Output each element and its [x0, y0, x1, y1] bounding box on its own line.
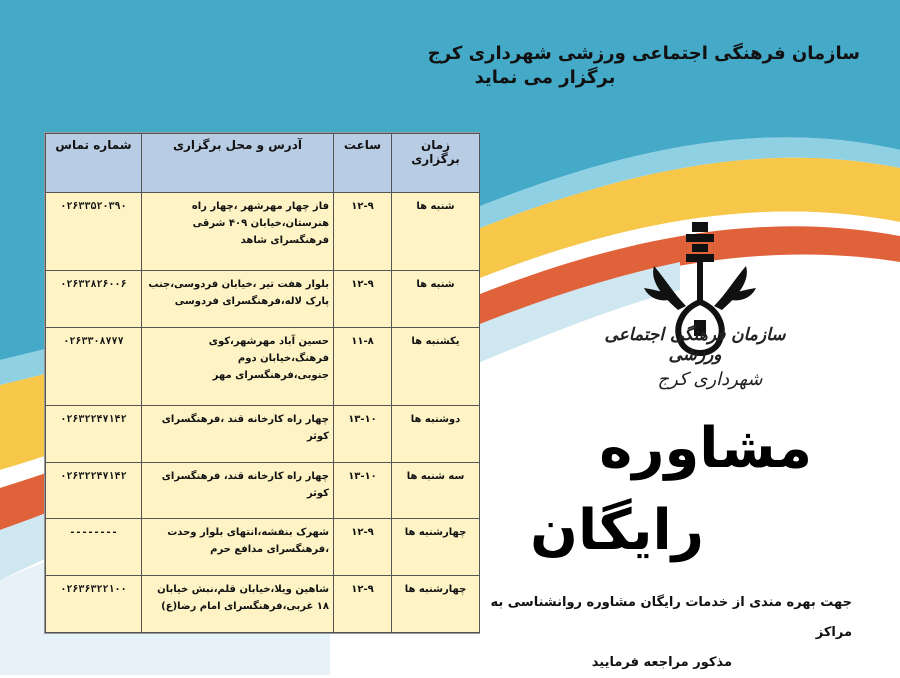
header-line1: سازمان فرهنگی اجتماعی ورزشی شهرداری کرج	[427, 43, 860, 64]
table-row	[46, 327, 480, 405]
cell-day: دوشنبه ها	[392, 406, 480, 463]
note-line2: مذکور مراجعه فرمایید	[591, 655, 732, 670]
table-row	[46, 576, 480, 633]
schedule-table-container	[44, 132, 480, 634]
header-line2: برگزار می نماید	[474, 67, 616, 88]
cell-hours: ۱۲-۹	[334, 271, 392, 328]
cell-hours: ۱۲-۹	[334, 519, 392, 576]
cell-day: چهارشنبه ها	[392, 576, 480, 633]
table-row	[46, 193, 480, 271]
schedule-table	[45, 133, 480, 633]
cell-hours: ۱۳-۱۰	[334, 462, 392, 519]
cell-phone: ۰۲۶۳۳۰۸۷۷۷	[46, 327, 142, 405]
table-row	[46, 271, 480, 328]
organizer-header	[380, 42, 860, 90]
cell-address: چهار راه کارخانه قند ،فرهنگسرای کوثر	[142, 406, 334, 463]
cell-day: یکشنبه ها	[392, 327, 480, 405]
org-logo-text	[600, 325, 790, 390]
logo-line1: سازمان فرهنگی اجتماعی ورزشی	[604, 325, 786, 365]
table-row	[46, 519, 480, 576]
cell-address: چهار راه کارخانه قند، فرهنگسرای کوثر	[142, 462, 334, 519]
logo-line2: شهرداری کرج	[657, 369, 763, 390]
cell-day: سه شنبه ها	[392, 462, 480, 519]
header-hours: ساعت	[334, 134, 392, 193]
cell-address: حسین آباد مهرشهر،کوی فرهنگ،خیابان دوم جنوبی،فرهنگسرای مهر	[142, 327, 334, 405]
cell-hours: ۱۳-۱۰	[334, 406, 392, 463]
cell-address: شاهین ویلا،خیابان قلم،نبش خیابان ۱۸ غربی،فرهنگسرای امام رضا(ع)	[142, 576, 334, 633]
footer-note	[472, 588, 852, 678]
header-phone: شماره تماس	[46, 134, 142, 193]
cell-address: شهرک بنفشه،انتهای بلوار وحدت ،فرهنگسرای مدافع حرم	[142, 519, 334, 576]
title-counseling: مشاوره	[599, 416, 812, 481]
cell-day: شنبه ها	[392, 271, 480, 328]
table-row	[46, 462, 480, 519]
cell-hours: ۱۲-۹	[334, 193, 392, 271]
cell-phone: ۰۲۶۳۲۲۴۷۱۴۲	[46, 462, 142, 519]
title-free: رایگان	[530, 498, 704, 563]
cell-phone: ۰۲۶۳۶۳۲۲۱۰۰	[46, 576, 142, 633]
cell-phone: ۰۲۶۳۳۵۲۰۳۹۰	[46, 193, 142, 271]
table-header-row	[46, 134, 480, 193]
cell-phone: ۰۲۶۳۲۲۴۷۱۴۲	[46, 406, 142, 463]
cell-address: فاز چهار مهرشهر ،چهار راه هنرستان،خیابان ۴۰۹ شرقی فرهنگسرای شاهد	[142, 193, 334, 271]
header-address: آدرس و محل برگزاری	[142, 134, 334, 193]
cell-hours: ۱۱-۸	[334, 327, 392, 405]
note-line1: جهت بهره مندی از خدمات رایگان مشاوره روانشناسی به مراکز	[490, 595, 852, 640]
table-row	[46, 406, 480, 463]
cell-phone: --------	[46, 519, 142, 576]
cell-day: شنبه ها	[392, 193, 480, 271]
header-time: زمان برگزاری	[392, 134, 480, 193]
cell-hours: ۱۲-۹	[334, 576, 392, 633]
cell-day: چهارشنبه ها	[392, 519, 480, 576]
cell-address: بلوار هفت تیر ،خیابان فردوسی،جنب پارک لاله،فرهنگسرای فردوسی	[142, 271, 334, 328]
cell-phone: ۰۲۶۳۲۸۲۶۰۰۶	[46, 271, 142, 328]
